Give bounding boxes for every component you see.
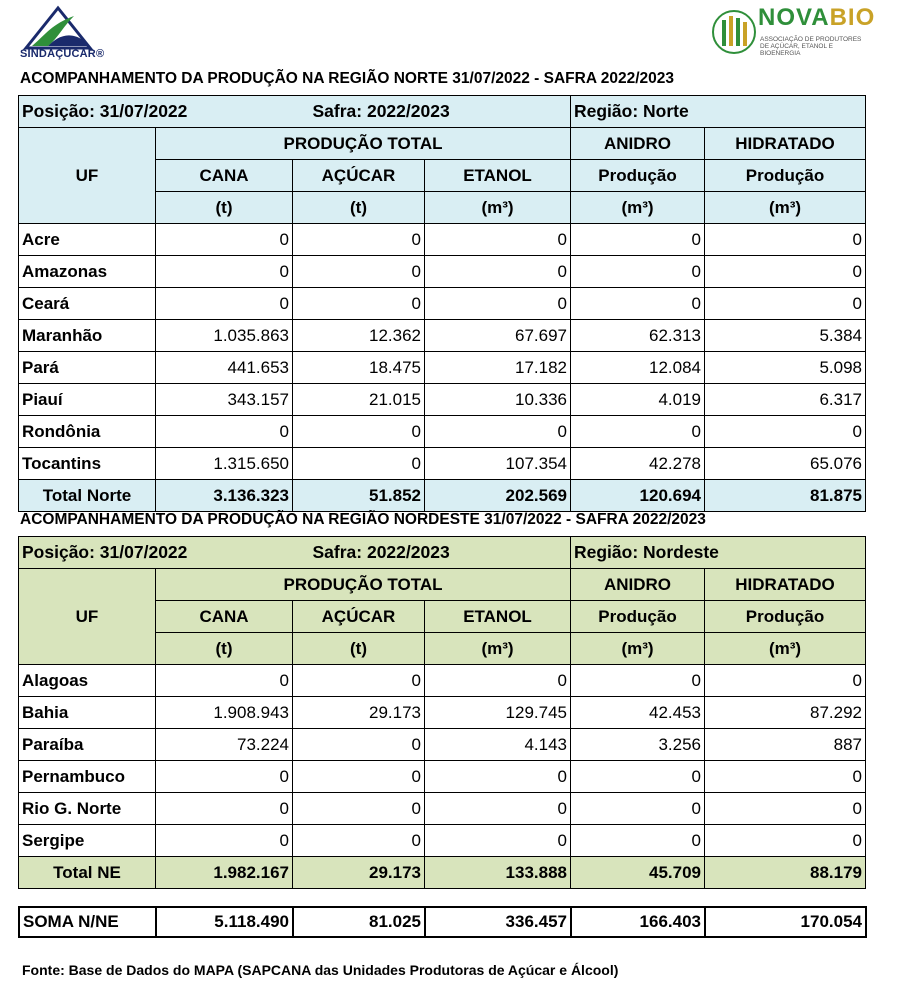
acucar-cell: 0: [293, 793, 425, 825]
cana-cell: 1.315.650: [156, 448, 293, 480]
etanol-cell: 0: [425, 224, 571, 256]
table-row: [19, 729, 866, 761]
acucar-cell: 0: [293, 729, 425, 761]
nordeste-etanol-header: ETANOL: [425, 601, 571, 633]
norte-section-title: ACOMPANHAMENTO DA PRODUÇÃO NA REGIÃO NORTE 31/07/2022 - SAFRA 2022/2023: [20, 70, 675, 87]
soma-label: SOMA N/NE: [19, 907, 156, 937]
etanol-cell: 107.354: [425, 448, 571, 480]
acucar-cell: 29.173: [293, 697, 425, 729]
norte-info-row: [19, 96, 866, 128]
etanol-cell: 0: [425, 761, 571, 793]
anidro-cell: 0: [571, 288, 705, 320]
nordeste-hidratado-producao: Produção: [705, 601, 866, 633]
norte-acucar-header: AÇÚCAR: [293, 160, 425, 192]
norte-hidratado-producao: Produção: [705, 160, 866, 192]
table-row: [19, 416, 866, 448]
acucar-cell: 0: [293, 761, 425, 793]
anidro-cell: 0: [571, 825, 705, 857]
table-row: [19, 352, 866, 384]
hidratado-cell: 0: [705, 224, 866, 256]
hidratado-cell: 87.292: [705, 697, 866, 729]
cana-cell: 1.035.863: [156, 320, 293, 352]
nordeste-unit-anidro: (m³): [571, 633, 705, 665]
table-row: [19, 320, 866, 352]
cana-cell: 0: [156, 793, 293, 825]
hidratado-cell: 5.384: [705, 320, 866, 352]
acucar-cell: 21.015: [293, 384, 425, 416]
uf-cell: Maranhão: [19, 320, 156, 352]
cana-cell: 0: [156, 256, 293, 288]
hidratado-cell: 65.076: [705, 448, 866, 480]
hidratado-cell: 0: [705, 256, 866, 288]
nordeste-unit-cana: (t): [156, 633, 293, 665]
hidratado-cell: 0: [705, 288, 866, 320]
nordeste-acucar-header: AÇÚCAR: [293, 601, 425, 633]
norte-etanol-header: ETANOL: [425, 160, 571, 192]
anidro-cell: 0: [571, 761, 705, 793]
table-row: [19, 448, 866, 480]
etanol-cell: 4.143: [425, 729, 571, 761]
norte-cana-header: CANA: [156, 160, 293, 192]
table-row: [19, 256, 866, 288]
etanol-cell: 0: [425, 256, 571, 288]
nordeste-cana-header: CANA: [156, 601, 293, 633]
uf-cell: Piauí: [19, 384, 156, 416]
nordeste-section-title: ACOMPANHAMENTO DA PRODUÇÃO NA REGIÃO NORDESTE 31/07/2022 - SAFRA 2022/2023: [20, 511, 706, 528]
nordeste-anidro-header: ANIDRO: [571, 569, 705, 601]
total-acucar: 29.173: [293, 857, 425, 889]
cana-cell: 0: [156, 288, 293, 320]
acucar-cell: 0: [293, 825, 425, 857]
hidratado-cell: 5.098: [705, 352, 866, 384]
acucar-cell: 0: [293, 288, 425, 320]
anidro-cell: 42.278: [571, 448, 705, 480]
uf-cell: Amazonas: [19, 256, 156, 288]
nordeste-safra: Safra: 2022/2023: [293, 537, 571, 569]
total-etanol: 202.569: [425, 480, 571, 512]
norte-unit-hidratado: (m³): [705, 192, 866, 224]
etanol-cell: 0: [425, 825, 571, 857]
uf-cell: Rondônia: [19, 416, 156, 448]
uf-cell: Acre: [19, 224, 156, 256]
norte-safra: Safra: 2022/2023: [293, 96, 571, 128]
norte-hidratado-header: HIDRATADO: [705, 128, 866, 160]
soma-hidratado: 170.054: [705, 907, 866, 937]
nordeste-producao-total-header: PRODUÇÃO TOTAL: [156, 569, 571, 601]
uf-cell: Bahia: [19, 697, 156, 729]
anidro-cell: 62.313: [571, 320, 705, 352]
nordeste-unit-acucar: (t): [293, 633, 425, 665]
total-cana: 3.136.323: [156, 480, 293, 512]
etanol-cell: 129.745: [425, 697, 571, 729]
hidratado-cell: 0: [705, 665, 866, 697]
etanol-cell: 0: [425, 793, 571, 825]
total-anidro: 45.709: [571, 857, 705, 889]
nordeste-unit-hidratado: (m³): [705, 633, 866, 665]
norte-total-row: [19, 480, 866, 512]
anidro-cell: 3.256: [571, 729, 705, 761]
nordeste-table: [18, 536, 866, 889]
nordeste-posicao: Posição: 31/07/2022: [19, 537, 293, 569]
acucar-cell: 0: [293, 665, 425, 697]
acucar-cell: 18.475: [293, 352, 425, 384]
table-row: [19, 384, 866, 416]
uf-cell: Alagoas: [19, 665, 156, 697]
table-row: [19, 761, 866, 793]
etanol-cell: 10.336: [425, 384, 571, 416]
anidro-cell: 0: [571, 224, 705, 256]
nordeste-hidratado-header: HIDRATADO: [705, 569, 866, 601]
nordeste-unit-etanol: (m³): [425, 633, 571, 665]
table-row: [19, 665, 866, 697]
cana-cell: 0: [156, 416, 293, 448]
table-row: [19, 793, 866, 825]
uf-cell: Tocantins: [19, 448, 156, 480]
hidratado-cell: 887: [705, 729, 866, 761]
cana-cell: 343.157: [156, 384, 293, 416]
anidro-cell: 4.019: [571, 384, 705, 416]
uf-cell: Pará: [19, 352, 156, 384]
norte-unit-anidro: (m³): [571, 192, 705, 224]
etanol-cell: 17.182: [425, 352, 571, 384]
anidro-cell: 12.084: [571, 352, 705, 384]
total-hidratado: 81.875: [705, 480, 866, 512]
table-row: [19, 288, 866, 320]
norte-anidro-producao: Produção: [571, 160, 705, 192]
hidratado-cell: 6.317: [705, 384, 866, 416]
soma-etanol: 336.457: [425, 907, 571, 937]
hidratado-cell: 0: [705, 416, 866, 448]
total-anidro: 120.694: [571, 480, 705, 512]
cana-cell: 441.653: [156, 352, 293, 384]
norte-anidro-header: ANIDRO: [571, 128, 705, 160]
table-row: [19, 697, 866, 729]
total-cana: 1.982.167: [156, 857, 293, 889]
norte-regiao: Região: Norte: [571, 96, 866, 128]
acucar-cell: 12.362: [293, 320, 425, 352]
hidratado-cell: 0: [705, 793, 866, 825]
uf-cell: Rio G. Norte: [19, 793, 156, 825]
hidratado-cell: 0: [705, 761, 866, 793]
cana-cell: 0: [156, 761, 293, 793]
norte-producao-total-header: PRODUÇÃO TOTAL: [156, 128, 571, 160]
sindacucar-logo-text: SINDAÇÚCAR®: [20, 48, 105, 60]
total-hidratado: 88.179: [705, 857, 866, 889]
anidro-cell: 42.453: [571, 697, 705, 729]
uf-cell: Paraíba: [19, 729, 156, 761]
acucar-cell: 0: [293, 224, 425, 256]
anidro-cell: 0: [571, 256, 705, 288]
norte-table: [18, 95, 866, 512]
norte-uf-header: UF: [19, 128, 156, 224]
norte-posicao: Posição: 31/07/2022: [19, 96, 293, 128]
norte-unit-cana: (t): [156, 192, 293, 224]
soma-acucar: 81.025: [293, 907, 425, 937]
novabio-logo-name: NOVABIO: [758, 4, 876, 31]
cana-cell: 0: [156, 665, 293, 697]
novabio-logo-subtitle: ASSOCIAÇÃO DE PRODUTORES DE AÇÚCAR, ETANOL E BIOENERGIA: [760, 36, 862, 57]
norte-unit-etanol: (m³): [425, 192, 571, 224]
total-label: Total NE: [19, 857, 156, 889]
cana-cell: 1.908.943: [156, 697, 293, 729]
acucar-cell: 0: [293, 416, 425, 448]
nordeste-regiao: Região: Nordeste: [571, 537, 866, 569]
norte-unit-acucar: (t): [293, 192, 425, 224]
fonte-note: Fonte: Base de Dados do MAPA (SAPCANA das Unidades Produtoras de Açúcar e Álcool): [22, 962, 619, 978]
acucar-cell: 0: [293, 256, 425, 288]
soma-cana: 5.118.490: [156, 907, 293, 937]
nordeste-uf-header: UF: [19, 569, 156, 665]
anidro-cell: 0: [571, 793, 705, 825]
table-row: [19, 224, 866, 256]
soma-table: [18, 906, 867, 938]
nordeste-info-row: [19, 537, 866, 569]
etanol-cell: 67.697: [425, 320, 571, 352]
cana-cell: 0: [156, 224, 293, 256]
total-etanol: 133.888: [425, 857, 571, 889]
anidro-cell: 0: [571, 416, 705, 448]
uf-cell: Sergipe: [19, 825, 156, 857]
soma-row: [19, 907, 866, 937]
nordeste-total-row: [19, 857, 866, 889]
total-acucar: 51.852: [293, 480, 425, 512]
etanol-cell: 0: [425, 665, 571, 697]
etanol-cell: 0: [425, 288, 571, 320]
hidratado-cell: 0: [705, 825, 866, 857]
uf-cell: Pernambuco: [19, 761, 156, 793]
etanol-cell: 0: [425, 416, 571, 448]
soma-anidro: 166.403: [571, 907, 705, 937]
total-label: Total Norte: [19, 480, 156, 512]
cana-cell: 73.224: [156, 729, 293, 761]
cana-cell: 0: [156, 825, 293, 857]
nordeste-anidro-producao: Produção: [571, 601, 705, 633]
acucar-cell: 0: [293, 448, 425, 480]
uf-cell: Ceará: [19, 288, 156, 320]
anidro-cell: 0: [571, 665, 705, 697]
table-row: [19, 825, 866, 857]
